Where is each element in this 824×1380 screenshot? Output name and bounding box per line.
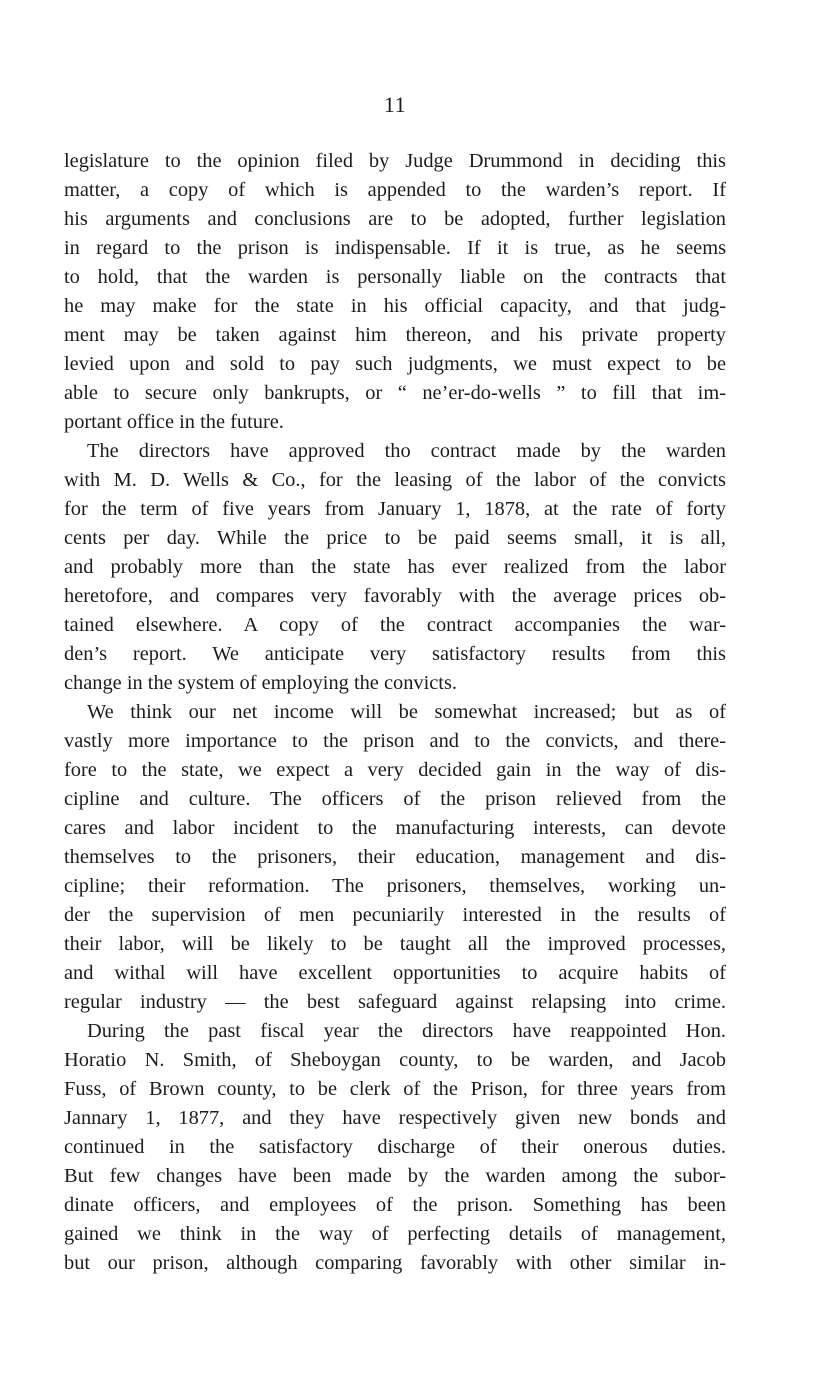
text-line: vastly more importance to the prison and to the convicts, and there- bbox=[64, 730, 726, 752]
text-line: fore to the state, we expect a very decided gain in the way of dis- bbox=[64, 759, 726, 781]
paragraph bbox=[64, 698, 726, 1017]
text-line: Fuss, of Brown county, to be clerk of the Prison, for three years from bbox=[64, 1078, 726, 1100]
text-line: regular industry — the best safeguard against relapsing into crime. bbox=[64, 991, 726, 1013]
text-line: levied upon and sold to pay such judgments, we must expect to be bbox=[64, 353, 726, 375]
text-line: den’s report. We anticipate very satisfactory results from this bbox=[64, 643, 726, 665]
text-line: change in the system of employing the convicts. bbox=[64, 672, 457, 694]
text-line: heretofore, and compares very favorably with the average prices ob- bbox=[64, 585, 726, 607]
text-line: themselves to the prisoners, their education, management and dis- bbox=[64, 846, 726, 868]
text-line: for the term of five years from January 1, 1878, at the rate of forty bbox=[64, 498, 726, 520]
text-line: he may make for the state in his official capacity, and that judg- bbox=[64, 295, 726, 317]
text-line: cipline; their reformation. The prisoners, themselves, working un- bbox=[64, 875, 726, 897]
text-line: Jannary 1, 1877, and they have respectively given new bonds and bbox=[64, 1107, 726, 1129]
text-line: and probably more than the state has ever realized from the labor bbox=[64, 556, 726, 578]
text-line: ment may be taken against him thereon, and his private property bbox=[64, 324, 726, 346]
text-line: But few changes have been made by the warden among the subor- bbox=[64, 1165, 726, 1187]
page-body bbox=[64, 147, 726, 1278]
text-line: Horatio N. Smith, of Sheboygan county, to be warden, and Jacob bbox=[64, 1049, 726, 1071]
page-number: 11 bbox=[383, 92, 407, 117]
text-line: portant office in the future. bbox=[64, 411, 284, 433]
text-line: matter, a copy of which is appended to the warden’s report. If bbox=[64, 179, 726, 201]
text-line: We think our net income will be somewhat increased; but as of bbox=[87, 701, 726, 723]
text-line: dinate officers, and employees of the prison. Something has been bbox=[64, 1194, 726, 1216]
text-line: with M. D. Wells & Co., for the leasing of the labor of the convicts bbox=[64, 469, 726, 491]
text-line: During the past fiscal year the directors have reappointed Hon. bbox=[87, 1020, 726, 1042]
text-line: able to secure only bankrupts, or “ ne’er-do-wells ” to fill that im- bbox=[64, 382, 726, 404]
paragraph bbox=[64, 147, 726, 437]
text-line: tained elsewhere. A copy of the contract accompanies the war- bbox=[64, 614, 726, 636]
text-line: but our prison, although comparing favorably with other similar in- bbox=[64, 1252, 726, 1274]
text-line: legislature to the opinion filed by Judge Drummond in deciding this bbox=[64, 150, 726, 172]
paragraph bbox=[64, 1017, 726, 1278]
text-line: cents per day. While the price to be paid seems small, it is all, bbox=[64, 527, 726, 549]
text-line: The directors have approved tho contract made by the warden bbox=[87, 440, 726, 462]
paragraph bbox=[64, 437, 726, 698]
text-line: and withal will have excellent opportunities to acquire habits of bbox=[64, 962, 726, 984]
text-line: continued in the satisfactory discharge of their onerous duties. bbox=[64, 1136, 726, 1158]
text-line: their labor, will be likely to be taught all the improved processes, bbox=[64, 933, 726, 955]
text-line: cares and labor incident to the manufacturing interests, can devote bbox=[64, 817, 726, 839]
text-line: to hold, that the warden is personally liable on the contracts that bbox=[64, 266, 726, 288]
text-line: in regard to the prison is indispensable. If it is true, as he seems bbox=[64, 237, 726, 259]
text-line: his arguments and conclusions are to be adopted, further legislation bbox=[64, 208, 726, 230]
text-line: der the supervision of men pecuniarily interested in the results of bbox=[64, 904, 726, 926]
text-line: gained we think in the way of perfecting details of management, bbox=[64, 1223, 726, 1245]
text-line: cipline and culture. The officers of the prison relieved from the bbox=[64, 788, 726, 810]
